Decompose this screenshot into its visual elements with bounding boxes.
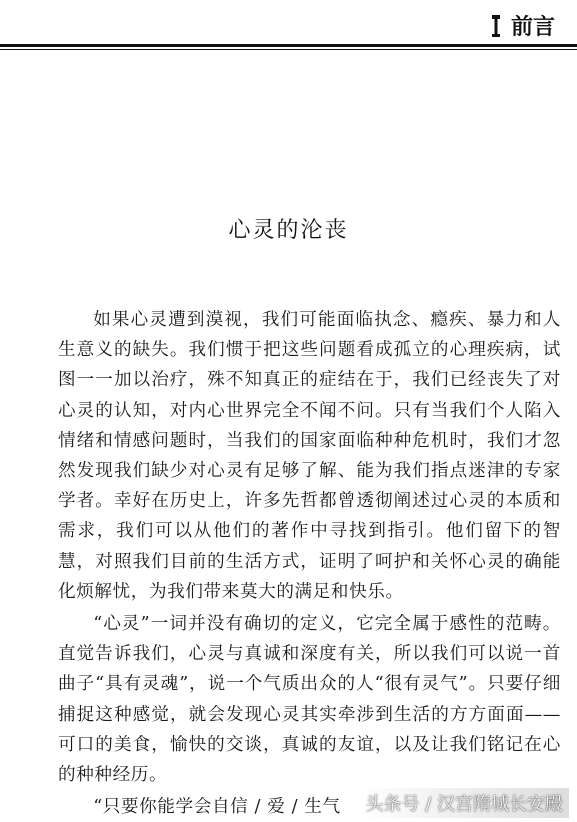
section-header (489, 10, 555, 41)
watermark: 头条号 / 汉宫隋城长安殿 (359, 788, 569, 818)
chapter-title: 心灵的沦丧 (228, 218, 349, 243)
torch-icon (489, 14, 503, 38)
header-rule-thin (0, 49, 577, 50)
paragraph: “只要你能学会自信 / 爱 / 生气 (93, 797, 341, 818)
section-label: 前言 (510, 15, 555, 40)
paragraph: “心灵”一词并没有确切的定义，它完全属于感性的范畴。直觉告诉我们，心灵与真诚和深度有关，所以我们可以说一首曲子“具有灵魂”，说一个气质出众的人“很有灵气”。只要仔细捕捉这种感觉，就会发现心灵其实牵涉到生活的方方面面——可口的美食，愉快的交谈，真诚的友谊，以及让我们铭记在心的种种经历。 (58, 614, 561, 786)
paragraph: 如果心灵遭到漠视，我们可能面临执念、瘾疾、暴力和人生意义的缺失。我们惯于把这些问题看成孤立的心理疾病，试图一一加以治疗，殊不知真正的症结在于，我们已经丧失了对心灵的认知，对内心世界完全不闻不问。只有当我们个人陷入情绪和情感问题时，当我们的国家面临种种危机时，我们才忽然发现我们缺少对心灵有足够了解、能为我们指点迷津的专家学者。幸好在历史上，许多先哲都曾透彻阐述过心灵的本质和需求，我们可以从他们的著作中寻找到指引。他们留下的智慧，对照我们目前的生活方式，证明了呵护和关怀心灵的确能化烦解忧，为我们带来莫大的满足和快乐。 (58, 310, 561, 602)
body-text (58, 305, 561, 822)
header-rule (0, 44, 577, 47)
